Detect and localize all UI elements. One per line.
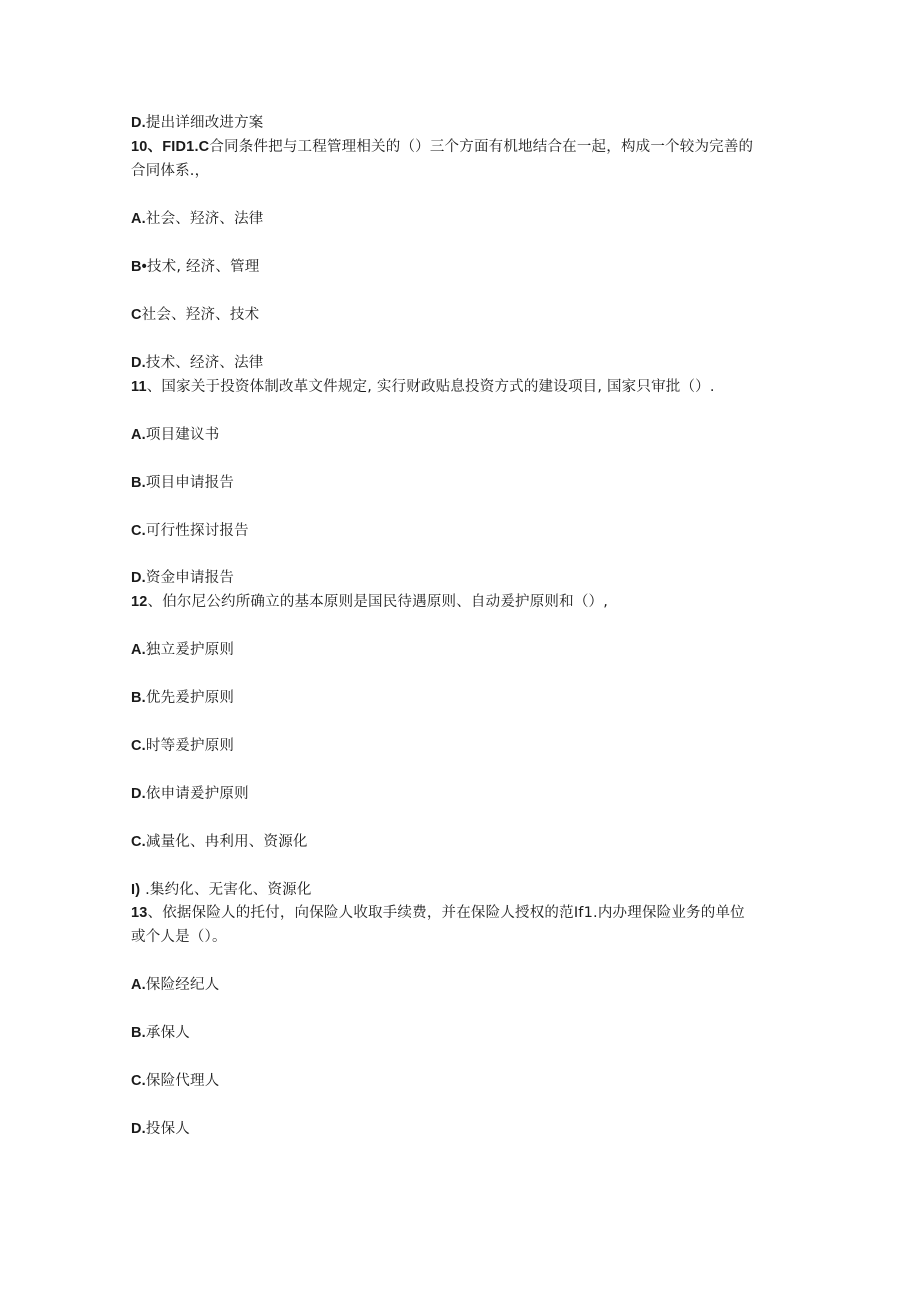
line-text: 、依据保险人的托付，向保险人收取手续费，并在保险人授权的范If1.内办理保险业务的单位: [147, 905, 745, 921]
line-text: 依申请爰护原则: [145, 786, 249, 802]
line-marker: B.: [131, 1025, 146, 1041]
line-text: 社会、羟济、法律: [145, 211, 264, 227]
line-text: 减量化、冉利用、资源化: [145, 834, 308, 850]
line-text: 技术、经济、法律: [145, 355, 264, 371]
text-line: [131, 377, 715, 397]
text-line: [131, 568, 234, 588]
line-marker: D.: [131, 786, 146, 802]
line-text: 优先爰护原则: [145, 690, 235, 706]
line-marker: C.: [131, 1073, 146, 1089]
line-marker: A.: [131, 211, 146, 227]
line-text: 独立爰护原则: [145, 642, 235, 658]
line-marker: B•: [131, 259, 147, 275]
text-line: [131, 592, 608, 612]
line-marker: 11: [131, 379, 147, 395]
text-line: [131, 1023, 190, 1043]
text-line: [131, 880, 312, 900]
line-text: 承保人: [145, 1025, 191, 1041]
text-line: [131, 832, 308, 852]
line-text: 项目建议书: [145, 427, 220, 443]
line-marker: I): [131, 882, 141, 898]
text-line: [131, 161, 209, 181]
text-line: [131, 688, 234, 708]
line-text: 项目申请报告: [145, 475, 235, 491]
line-text: 技术, 经济、管理: [146, 259, 260, 275]
line-text: .集约化、无害化、资源化: [140, 882, 312, 898]
line-marker: 10、FID1.C: [131, 139, 210, 155]
line-marker: 13: [131, 905, 148, 921]
text-line: [131, 113, 264, 133]
line-marker: D.: [131, 570, 146, 586]
text-line: [131, 209, 264, 229]
line-text: 保险经纪人: [145, 977, 220, 993]
line-marker: D.: [131, 115, 146, 131]
line-marker: A.: [131, 642, 146, 658]
text-line: [131, 903, 745, 923]
line-marker: A.: [131, 977, 146, 993]
line-text: 投保人: [145, 1121, 191, 1137]
line-text: 可行性探讨报告: [145, 523, 249, 539]
text-line: [131, 640, 234, 660]
text-line: [131, 425, 219, 445]
line-marker: D.: [131, 1121, 146, 1137]
line-text: 保险代理人: [145, 1073, 220, 1089]
line-marker: A.: [131, 427, 146, 443]
text-line: [131, 137, 753, 157]
line-text: 时等爰护原则: [145, 738, 235, 754]
line-text: 社会、羟济、技术: [141, 307, 260, 323]
text-line: [131, 736, 234, 756]
text-line: [131, 975, 219, 995]
line-text: 、国家关于投资体制改革文件规定, 实行财政贴息投资方式的建设项目, 国家只审批（）.: [146, 379, 715, 395]
text-line: [131, 784, 249, 804]
line-marker: C: [131, 307, 142, 323]
text-line: [131, 1119, 190, 1139]
line-marker: B.: [131, 690, 146, 706]
line-marker: C.: [131, 738, 146, 754]
line-marker: D.: [131, 355, 146, 371]
line-text: 资金申请报告: [145, 570, 235, 586]
line-marker: 12: [131, 594, 148, 610]
line-text: 、伯尔尼公约所确立的基本原则是国民待遇原则、自动爰护原则和（）,: [147, 594, 609, 610]
text-line: [131, 927, 227, 947]
line-marker: C.: [131, 834, 146, 850]
line-text: 或个人是（）。: [131, 929, 227, 945]
text-line: [131, 257, 259, 277]
text-line: [131, 305, 259, 325]
text-line: [131, 1071, 219, 1091]
line-text: 合同条件把与工程管理相关的（）三个方面有机地结合在一起，构成一个较为完善的: [209, 139, 754, 155]
line-marker: B.: [131, 475, 146, 491]
text-line: [131, 473, 234, 493]
text-line: [131, 521, 249, 541]
line-text: 提出详细改进方案: [145, 115, 264, 131]
text-line: [131, 353, 264, 373]
line-marker: C.: [131, 523, 146, 539]
line-text: 合同体系.，: [131, 163, 210, 179]
